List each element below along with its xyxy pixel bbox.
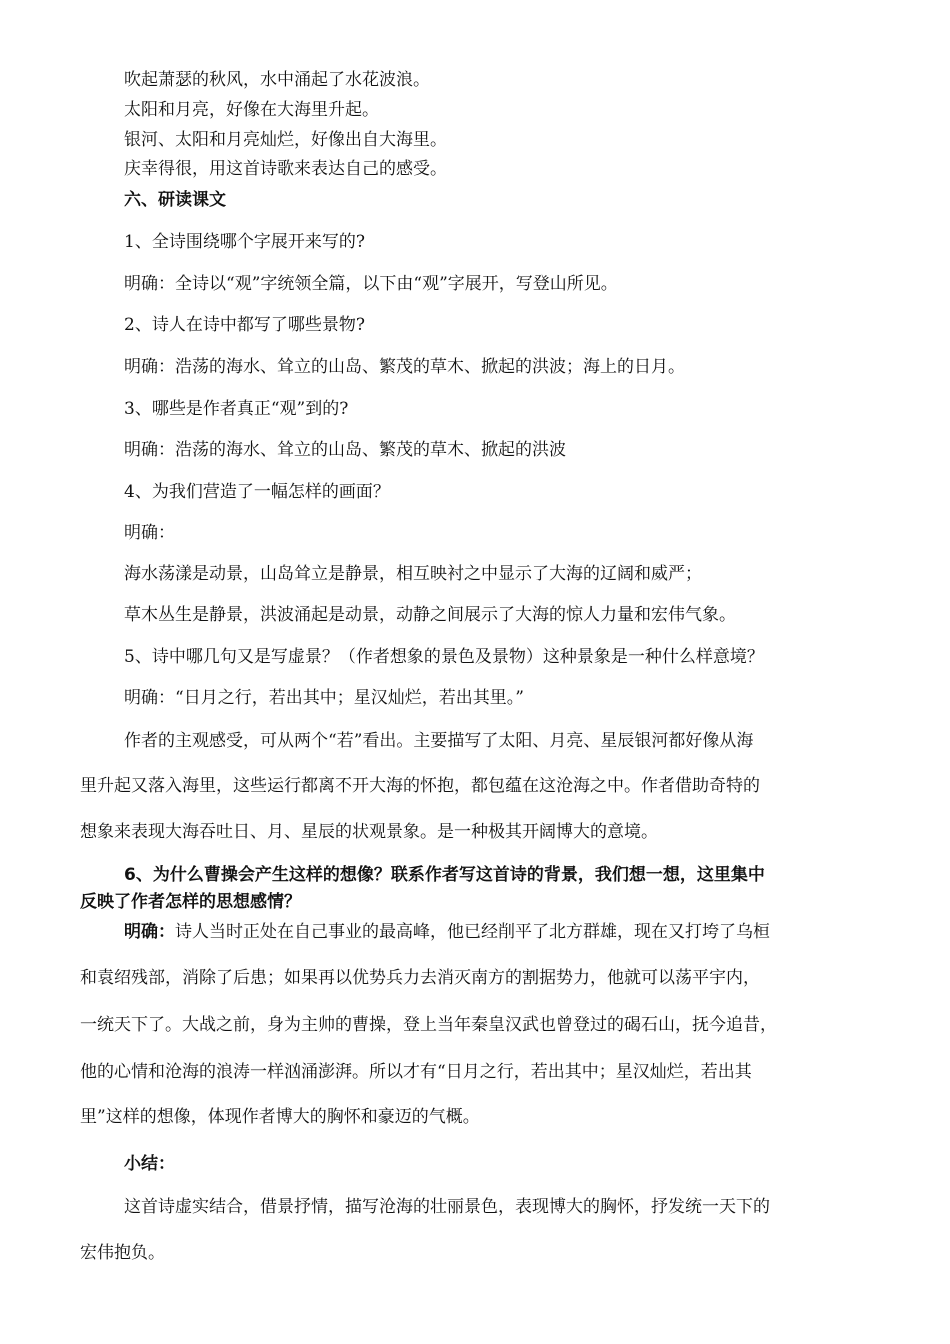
question: 4、为我们营造了一幅怎样的画面？ [124,482,390,502]
question-bold: 反映了作者怎样的思想感情？ [80,892,301,912]
paragraph-line: 里”这样的想像，体现作者博大的胸怀和豪迈的气概。 [80,1107,480,1127]
answer: 明确：“日月之行，若出其中；星汉灿烂，若出其里。” [124,688,524,708]
summary-title: 小结： [124,1154,175,1174]
paragraph-line: 和袁绍残部，消除了后患；如果再以优势兵力去消灭南方的割据势力，他就可以荡平宇内， [80,968,760,988]
answer: 明确： [124,523,175,543]
answer: 明确：全诗以“观”字统领全篇，以下由“观”字展开，写登山所见。 [124,274,618,294]
paragraph-line: 作者的主观感受，可从两个“若”看出。主要描写了太阳、月亮、星辰银河都好像从海 [124,731,754,751]
paragraph-line: 一统天下了。大战之前，身为主帅的曹操，登上当年秦皇汉武也曾登过的碣石山，抚今追昔， [80,1015,777,1035]
answer: 明确：浩荡的海水、耸立的山岛、繁茂的草木、掀起的洪波 [124,440,566,460]
poem-line: 庆幸得很，用这首诗歌来表达自己的感受。 [124,159,447,179]
paragraph-line: 里升起又落入海里，这些运行都离不开大海的怀抱，都包蕴在这沧海之中。作者借助奇特的 [80,776,760,796]
summary-line: 宏伟抱负。 [80,1243,165,1263]
question: 5、诗中哪几句又是写虚景？（作者想象的景色及景物）这种景象是一种什么样意境？ [124,647,764,667]
section-title: 六、研读课文 [124,190,226,210]
paragraph-line: 想象来表现大海吞吐日、月、星辰的状观景象。是一种极其开阔博大的意境。 [80,822,658,842]
poem-line: 吹起萧瑟的秋风，水中涌起了水花波浪。 [124,70,430,90]
question: 3、哪些是作者真正“观”到的? [124,399,349,419]
question: 2、诗人在诗中都写了哪些景物? [124,315,365,335]
answer-paragraph [124,920,910,944]
answer-line: 海水荡漾是动景，山岛耸立是静景，相互映衬之中显示了大海的辽阔和威严； [124,564,702,584]
answer-line: 草木丛生是静景，洪波涌起是动景，动静之间展示了大海的惊人力量和宏伟气象。 [124,605,736,625]
answer-text: 诗人当时正处在自己事业的最高峰，他已经削平了北方群雄，现在又打垮了乌桓 [175,922,770,942]
answer-label: 明确： [124,922,175,942]
question-bold: 6、为什么曹操会产生这样的想像？联系作者写这首诗的背景，我们想一想，这里集中 [124,865,765,885]
paragraph-line: 他的心情和沧海的浪涛一样汹涌澎湃。所以才有“日月之行，若出其中；星汉灿烂，若出其 [80,1062,752,1082]
answer: 明确：浩荡的海水、耸立的山岛、繁茂的草木、掀起的洪波；海上的日月。 [124,357,685,377]
summary-line: 这首诗虚实结合，借景抒情，描写沧海的壮丽景色，表现博大的胸怀，抒发统一天下的 [124,1197,770,1217]
question: 1、全诗围绕哪个字展开来写的? [124,232,365,252]
poem-line: 银河、太阳和月亮灿烂，好像出自大海里。 [124,130,447,150]
poem-line: 太阳和月亮，好像在大海里升起。 [124,100,379,120]
